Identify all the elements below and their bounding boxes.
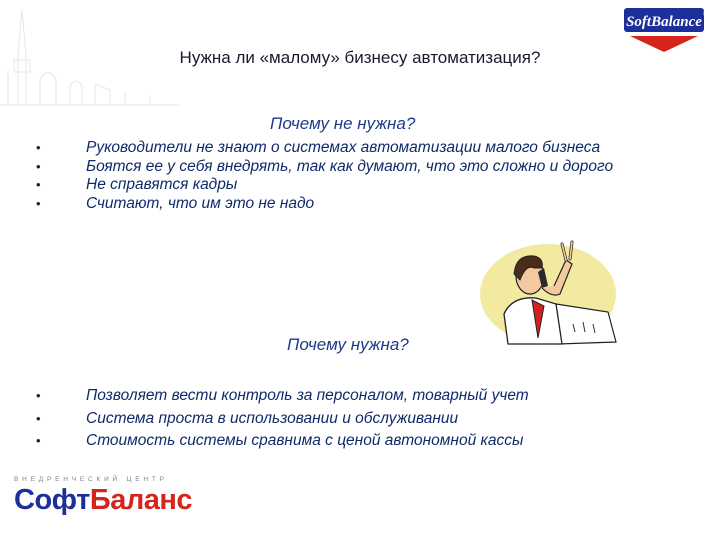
heading-why-needed: Почему нужна?	[287, 335, 409, 354]
list-item	[36, 158, 626, 177]
list-item-text: Считают, что им это не надо	[86, 194, 315, 212]
logo-top-text: SoftBalance	[626, 14, 702, 30]
list-item-text: Система проста в использовании и обслуживании	[86, 409, 459, 427]
registered-mark: ®	[703, 12, 708, 18]
list-item	[36, 195, 626, 214]
softbalance-logo	[620, 6, 708, 54]
bullet: •	[36, 410, 41, 426]
list-item	[36, 387, 676, 406]
list-item-text: Боятся ее у себя внедрять, так как думают, что это сложно и дорого	[86, 157, 614, 175]
bullet: •	[36, 177, 41, 192]
slide-title: Нужна ли «малому» бизнесу автоматизация?	[179, 48, 541, 67]
list-why-not-needed	[36, 139, 626, 213]
bullet: •	[36, 158, 41, 174]
list-why-needed	[36, 387, 676, 451]
logo-tagline: ВНЕДРЕНЧЕСКИЙ ЦЕНТР	[14, 476, 168, 483]
list-item-text: Позволяет вести контроль за персоналом, товарный учет	[86, 387, 529, 404]
softbalance-brand-logo	[14, 476, 214, 516]
list-item	[36, 139, 626, 158]
list-item-text: Стоимость системы сравнима с ценой автономной кассы	[86, 432, 524, 449]
businessman-on-phone-clipart	[478, 234, 618, 352]
list-item-text: Руководители не знают о системах автоматизации малого бизнеса	[86, 139, 601, 156]
list-item	[36, 410, 676, 429]
list-item	[36, 176, 626, 195]
logo-brand	[14, 484, 214, 517]
bullet: •	[36, 433, 41, 448]
heading-why-not-needed: Почему не нужна?	[270, 114, 416, 133]
logo-brand-part1: Софт	[14, 484, 90, 516]
list-item-text: Не справятся кадры	[86, 176, 238, 193]
logo-brand-part2: Баланс	[89, 484, 193, 516]
bullet: •	[36, 140, 41, 155]
list-item	[36, 432, 676, 451]
bullet: •	[36, 388, 41, 403]
bullet: •	[36, 195, 41, 211]
